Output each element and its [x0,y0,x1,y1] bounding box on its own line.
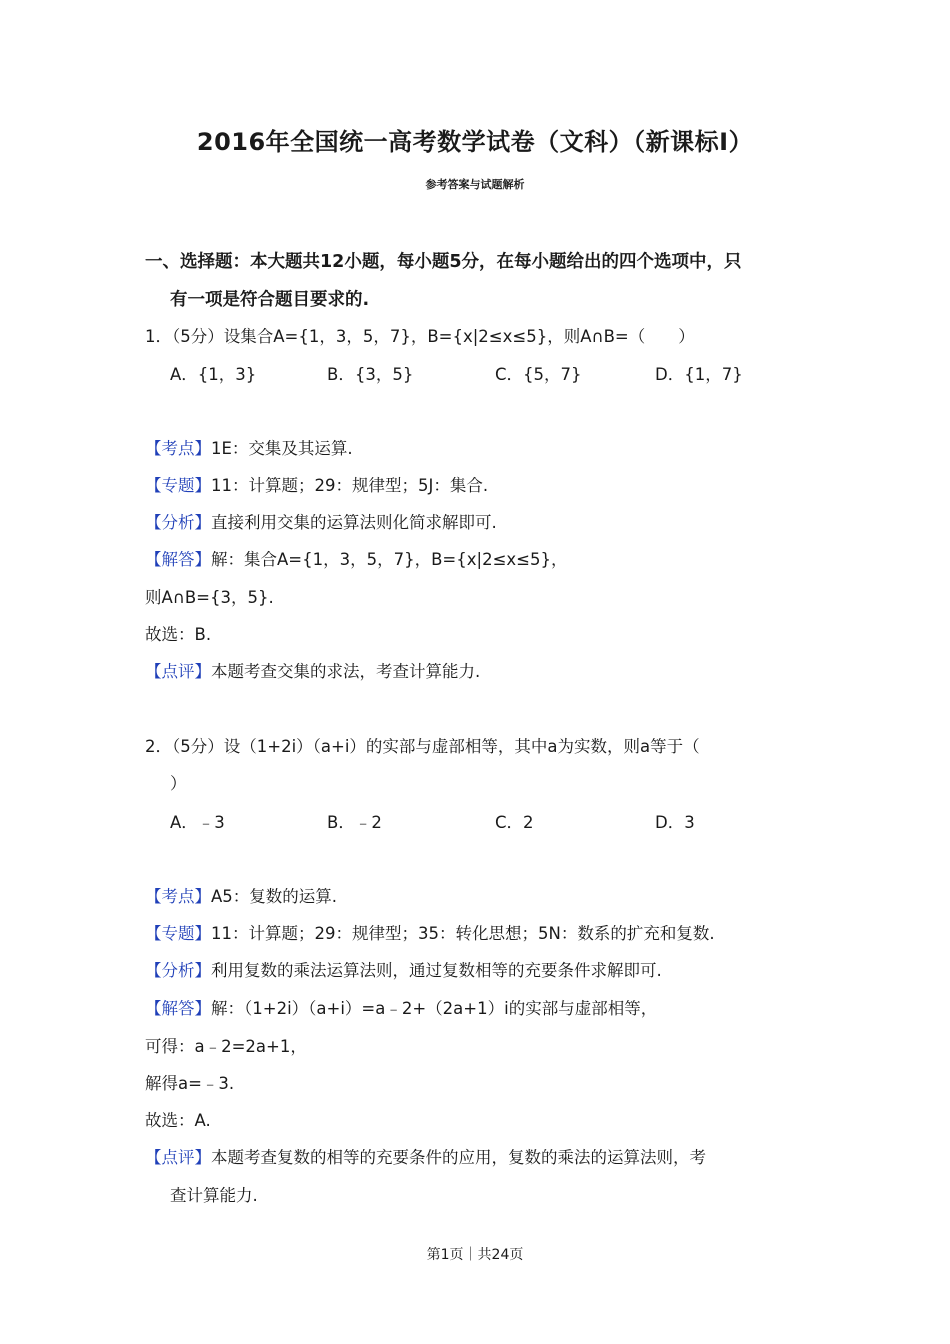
q1-option-c: C．{5，7} [495,365,582,384]
q1-zhuanti [145,472,488,496]
zhuanti-text: 11：计算题；29：规律型；35：转化思想；5N：数系的扩充和复数. [211,924,715,943]
q2-option-b: B．﹣2 [327,813,382,832]
zhuanti-tag: 【专题】 [145,476,211,495]
question-2-stem-line2: ） [170,774,187,793]
q2-dianping-line2: 查计算能力. [170,1186,258,1205]
dianping-tag: 【点评】 [145,662,211,681]
question-1-stem: 1．（5分）设集合A={1，3，5，7}，B={x|2≤x≤5}，则A∩B=（ ） [145,327,695,346]
section-heading-line1: 一、选择题：本大题共12小题，每小题5分，在每小题给出的四个选项中，只 [145,252,742,272]
kaodian-text: A5：复数的运算. [211,887,338,906]
q2-step-2: 解得a=﹣3. [145,1074,235,1093]
jieda-text: 解：（1+2i）（a+i）=a﹣2+（2a+1）i的实部与虚部相等， [211,999,658,1018]
q1-option-d: D．{1，7} [655,365,743,384]
q1-choice: 故选：B. [145,625,212,644]
q2-step-1: 可得：a﹣2=2a+1， [145,1037,307,1056]
kaodian-tag: 【考点】 [145,887,211,906]
q2-option-d: D．3 [655,813,695,832]
q1-option-b: B．{3，5} [327,365,414,384]
q2-option-c: C．2 [495,813,534,832]
page-footer: 第1页｜共24页 [426,1247,524,1263]
fenxi-text: 直接利用交集的运算法则化简求解即可. [211,513,497,532]
dianping-text: 本题考查交集的求法，考查计算能力. [211,662,481,681]
jieda-text: 解：集合A={1，3，5，7}，B={x|2≤x≤5}， [211,550,568,569]
question-2-stem-line1: 2．（5分）设（1+2i）（a+i）的实部与虚部相等，其中a为实数，则a等于（ [145,737,700,756]
dianping-tag: 【点评】 [145,1148,211,1167]
zhuanti-tag: 【专题】 [145,924,211,943]
q1-option-a: A．{1，3} [170,365,257,384]
kaodian-text: 1E：交集及其运算. [211,439,353,458]
q2-jieda [145,995,657,1019]
q1-kaodian [145,435,353,459]
fenxi-text: 利用复数的乘法运算法则，通过复数相等的充要条件求解即可. [211,961,662,980]
fenxi-tag: 【分析】 [145,513,211,532]
page-title: 2016年全国统一高考数学试卷（文科）（新课标Ⅰ） [196,128,754,156]
dianping-text: 本题考查复数的相等的充要条件的应用，复数的乘法的运算法则，考 [211,1148,706,1167]
page-subtitle: 参考答案与试题解析 [425,178,525,191]
q1-dianping [145,658,480,682]
q2-fenxi [145,957,662,981]
jieda-tag: 【解答】 [145,550,211,569]
q1-jieda [145,546,567,570]
q2-choice: 故选：A. [145,1111,211,1130]
q2-zhuanti [145,920,715,944]
kaodian-tag: 【考点】 [145,439,211,458]
q2-kaodian [145,883,337,907]
q1-step-1: 则A∩B={3，5}. [145,588,274,607]
fenxi-tag: 【分析】 [145,961,211,980]
q2-dianping [145,1144,706,1168]
jieda-tag: 【解答】 [145,999,211,1018]
zhuanti-text: 11：计算题；29：规律型；5J：集合. [211,476,489,495]
q1-fenxi [145,509,497,533]
section-heading-line2: 有一项是符合题目要求的. [170,290,370,310]
q2-option-a: A．﹣3 [170,813,225,832]
